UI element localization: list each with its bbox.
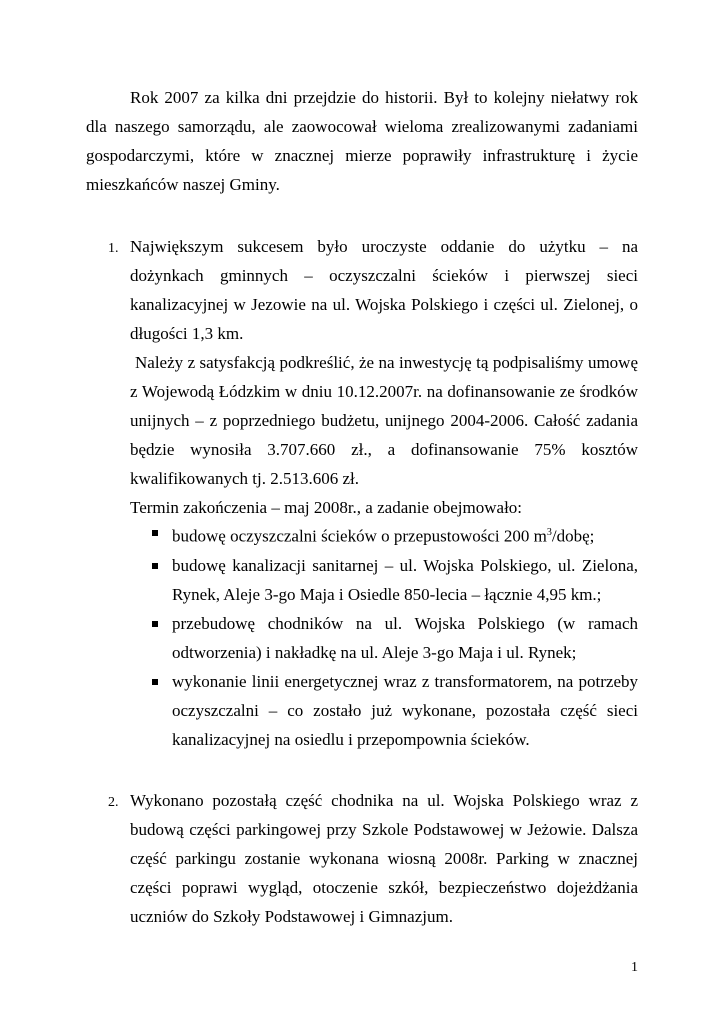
bullet-4-text: wykonanie linii energetycznej wraz z transformatorem, na potrzeby oczyszczalni – co zostało już wykonane, pozostała część sieci kanalizacyjnej na osiedlu i przepompownia ścieków. <box>172 671 638 749</box>
item-2-number: 2. <box>108 795 119 810</box>
bullet-square-icon <box>152 621 158 627</box>
bullet-3-text: przebudowę chodników na ul. Wojska Polskiego (w ramach odtworzenia) i nakładkę na ul. Aleje 3-go Maja i ul. Rynek; <box>172 613 638 662</box>
intro-paragraph: Rok 2007 za kilka dni przejdzie do historii. Był to kolejny niełatwy rok dla naszego samorządu, ale zaowocował wieloma zrealizowanymi zadaniami gospodarczymi, które w znacznej mierze poprawiły infrastrukturę i życie mieszkańców naszej Gminy. <box>86 88 638 194</box>
bullet-2-text: budowę kanalizacji sanitarnej – ul. Wojska Polskiego, ul. Zielona, Rynek, Aleje 3-go Maja i Osiedle 850-lecia – łącznie 4,95 km.; <box>172 555 638 604</box>
bullet-square-icon <box>152 679 158 685</box>
bullet-item <box>130 551 638 609</box>
item-1-paragraph-3: Termin zakończenia – maj 2008r., a zadanie obejmowało: <box>130 498 523 517</box>
bullet-item <box>130 667 638 754</box>
item-1-number: 1. <box>108 241 119 256</box>
bullet-1-suffix: /dobę; <box>551 526 595 546</box>
bullet-1-text: budowę oczyszczalni ścieków o przepustowości 200 m <box>172 526 547 546</box>
bullet-square-icon <box>152 530 158 536</box>
bullet-1-superscript: 3 <box>546 527 552 538</box>
bullet-item <box>130 609 638 667</box>
bullet-item <box>130 518 638 551</box>
item-1-paragraph-2: Należy z satysfakcją podkreślić, że na inwestycję tą podpisaliśmy umowę z Wojewodą Łódzkim w dniu 10.12.2007r. na dofinansowanie ze środków unijnych – z poprzedniego budżetu, unijnego 2004-2006. Całość zadania będzie wynosiła 3.707.660 zł., a dofinansowanie 75% kosztów kwalifikowanych tj. 2.513.606 zł. <box>130 353 638 488</box>
bullet-square-icon <box>152 563 158 569</box>
item-1-bullet-list <box>130 518 638 754</box>
item-2-paragraph-1: Wykonano pozostałą część chodnika na ul. Wojska Polskiego wraz z budową części parkingowej przy Szkole Podstawowej w Jeżowie. Dalsza część parkingu zostanie wykonana wiosną 2008r. Parking w znacznej części poprawi wygląd, otoczenie szkół, bezpieczeństwo dojeżdżania uczniów do Szkoły Podstawowej i Gimnazjum. <box>130 791 638 926</box>
item-1-paragraph-1: Największym sukcesem było uroczyste oddanie do użytku – na dożynkach gminnych – oczyszczalni ścieków i pierwszej sieci kanalizacyjnej w Jezowie na ul. Wojska Polskiego i części ul. Zielonej, o długości 1,3 km. <box>130 237 638 343</box>
page-number: 1 <box>631 960 638 975</box>
